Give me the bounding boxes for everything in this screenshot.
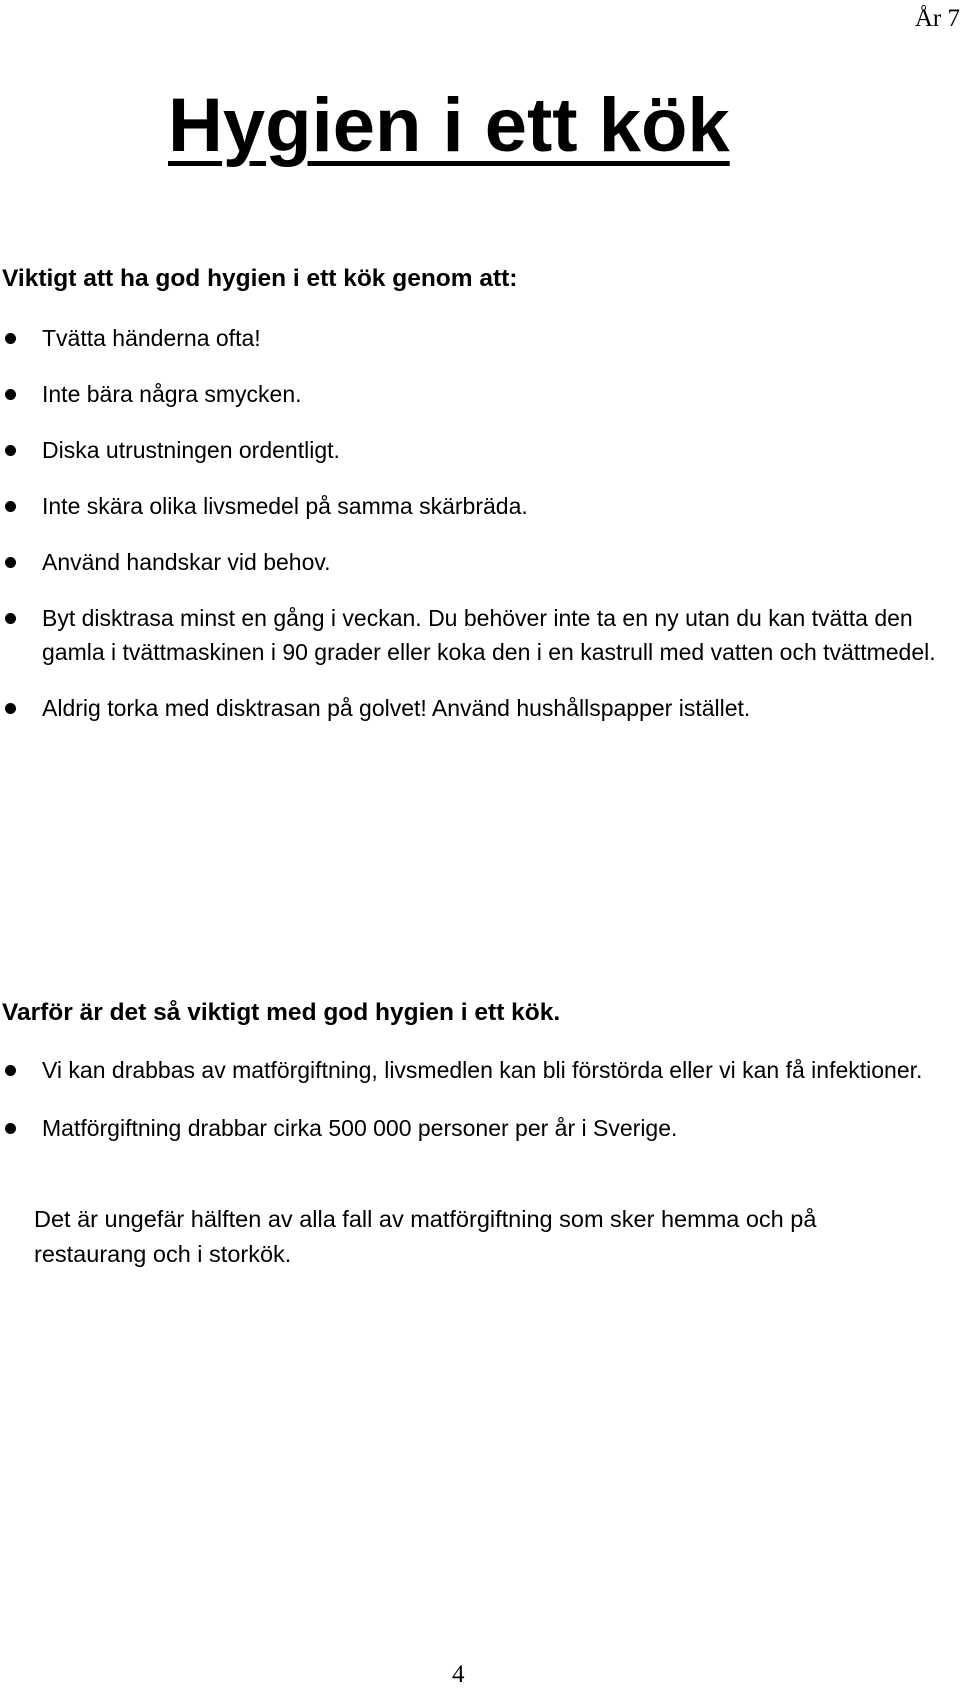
list-item-text: Inte skära olika livsmedel på samma skärbräda.: [42, 493, 528, 519]
bullet-icon: [5, 333, 16, 344]
grade-label: År 7: [914, 5, 960, 32]
list-item-text: Diska utrustningen ordentligt.: [42, 437, 340, 463]
section-heading-why-hygiene: Varför är det så viktigt med god hygien i ett kök.: [2, 999, 561, 1026]
bullet-icon: [5, 1123, 16, 1134]
bullet-icon: [5, 613, 16, 624]
list-item-text: Använd handskar vid behov.: [42, 549, 331, 575]
list-item-text: Matförgiftning drabbar cirka 500 000 personer per år i Sverige.: [42, 1115, 678, 1141]
list-item: [0, 1111, 940, 1145]
bullet-icon: [5, 703, 16, 714]
page-title: Hygien i ett kök: [168, 83, 730, 168]
list-item: [0, 489, 940, 523]
bullet-icon: [5, 389, 16, 400]
list-item-text: Vi kan drabbas av matförgiftning, livsmedlen kan bli förstörda eller vi kan få infektioner.: [42, 1057, 923, 1083]
list-item: [0, 321, 940, 355]
page-number: 4: [452, 1661, 465, 1688]
list-item-text: Aldrig torka med disktrasan på golvet! Använd hushållspapper istället.: [42, 695, 751, 721]
list-item-text: Tvätta händerna ofta!: [42, 325, 261, 351]
bullet-icon: [5, 557, 16, 568]
list-item: [0, 433, 940, 467]
why-hygiene-list: [0, 1053, 940, 1169]
bullet-icon: [5, 445, 16, 456]
list-item-text: Inte bära några smycken.: [42, 381, 302, 407]
body-paragraph: Det är ungefär hälften av alla fall av matförgiftning som sker hemma och på restaurang och i storkök.: [34, 1206, 817, 1267]
list-item: [0, 691, 940, 725]
hygiene-tips-list: [0, 321, 940, 747]
list-item: [0, 545, 940, 579]
list-item-text: Byt disktrasa minst en gång i veckan. Du behöver inte ta en ny utan du kan tvätta den gamla i tvättmaskinen i 90 grader eller koka den i en kastrull med vatten och tvättmedel.: [42, 605, 936, 665]
bullet-icon: [5, 501, 16, 512]
section-heading-hygiene-tips: Viktigt att ha god hygien i ett kök genom att:: [2, 265, 518, 292]
list-item: [0, 1053, 940, 1087]
list-item: [0, 601, 940, 669]
bullet-icon: [5, 1065, 16, 1076]
list-item: [0, 377, 940, 411]
